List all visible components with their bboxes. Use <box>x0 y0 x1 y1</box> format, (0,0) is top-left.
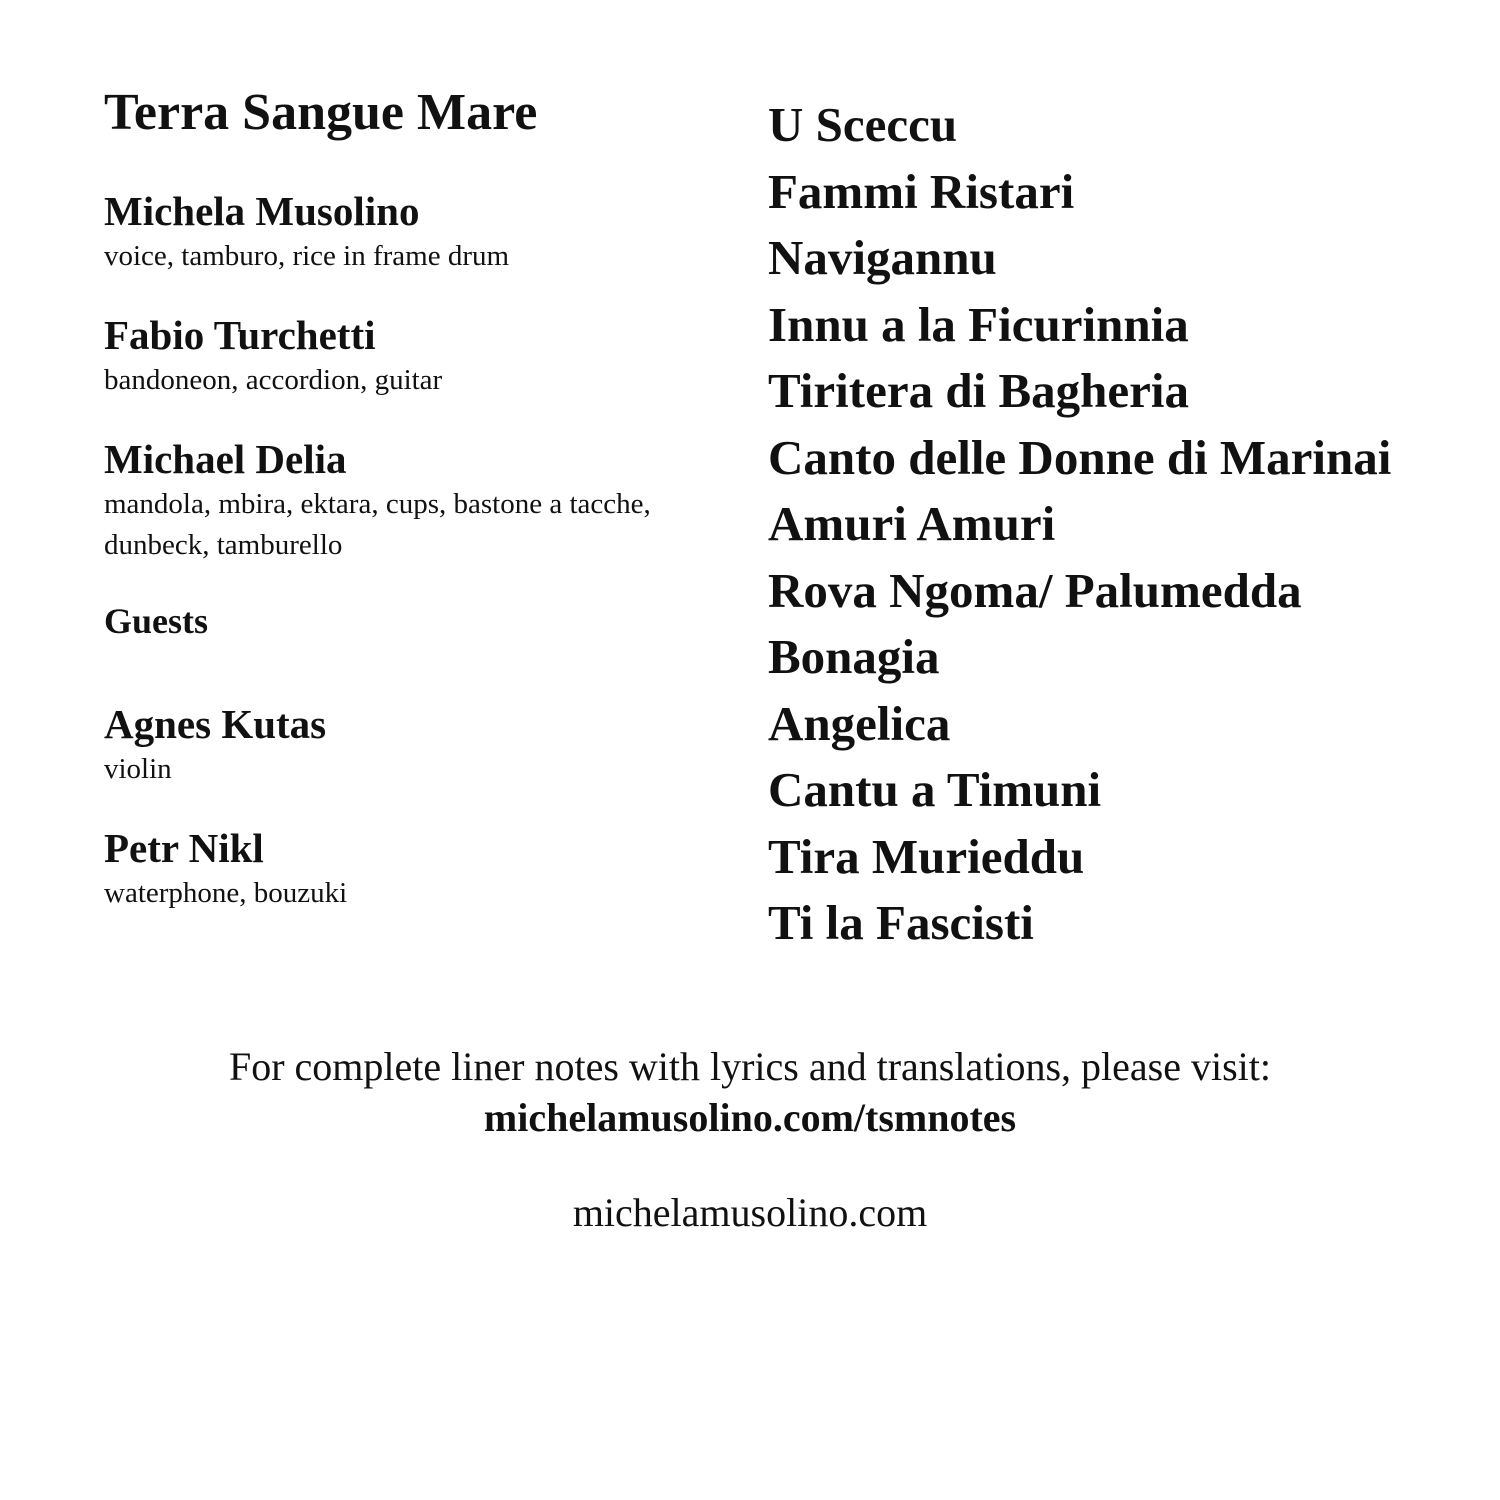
guest-name: Petr Nikl <box>104 825 264 871</box>
website-link[interactable]: michelamusolino.com <box>572 1190 928 1235</box>
footer <box>0 1040 1500 1238</box>
musician-credit <box>104 186 704 277</box>
track-title: Navigannu <box>768 230 997 285</box>
musician-name: Michela Musolino <box>104 188 420 234</box>
track-title: Canto delle Donne di Marinai <box>768 429 1392 485</box>
track-title: Tira Murieddu <box>768 828 1085 884</box>
tracklist <box>768 92 1391 957</box>
track-title: Fammi Ristari <box>768 163 1075 219</box>
guest-name: Agnes Kutas <box>104 701 327 747</box>
musician-instruments: bandoneon, accordion, guitar <box>104 364 443 396</box>
track-title: Tiritera di Bagheria <box>768 363 1189 418</box>
musician-name: Fabio Turchetti <box>104 312 376 358</box>
musician-credit <box>104 310 704 401</box>
liner-notes-text: For complete liner notes with lyrics and translations, please visit: <box>228 1044 1271 1089</box>
track-title: U Sceccu <box>768 97 958 152</box>
liner-notes-link[interactable]: michelamusolino.com/tsmnotes <box>483 1095 1017 1140</box>
track-title: Angelica <box>768 695 951 751</box>
track-title: Rova Ngoma/ Palumedda <box>768 562 1302 618</box>
guests-heading: Guests <box>104 601 209 641</box>
track-title: Cantu a Timuni <box>768 762 1102 817</box>
track-title: Bonagia <box>768 629 940 684</box>
guest-instruments: waterphone, bouzuki <box>104 877 348 909</box>
personnel-credits <box>104 186 704 947</box>
musician-name: Michael Delia <box>104 436 347 482</box>
guest-credit <box>104 699 704 790</box>
guest-instruments: violin <box>104 753 172 785</box>
album-title: Terra Sangue Mare <box>104 84 538 141</box>
track-title: Innu a la Ficurinnia <box>768 296 1189 352</box>
musician-credit <box>104 434 704 566</box>
track-title: Ti la Fascisti <box>768 895 1034 950</box>
musician-instruments: voice, tamburo, rice in frame drum <box>104 240 510 272</box>
track-title: Amuri Amuri <box>768 496 1056 551</box>
musician-instruments: mandola, mbira, ektara, cups, bastone a tacche, dunbeck, tamburello <box>104 488 651 561</box>
guest-credit <box>104 823 704 914</box>
